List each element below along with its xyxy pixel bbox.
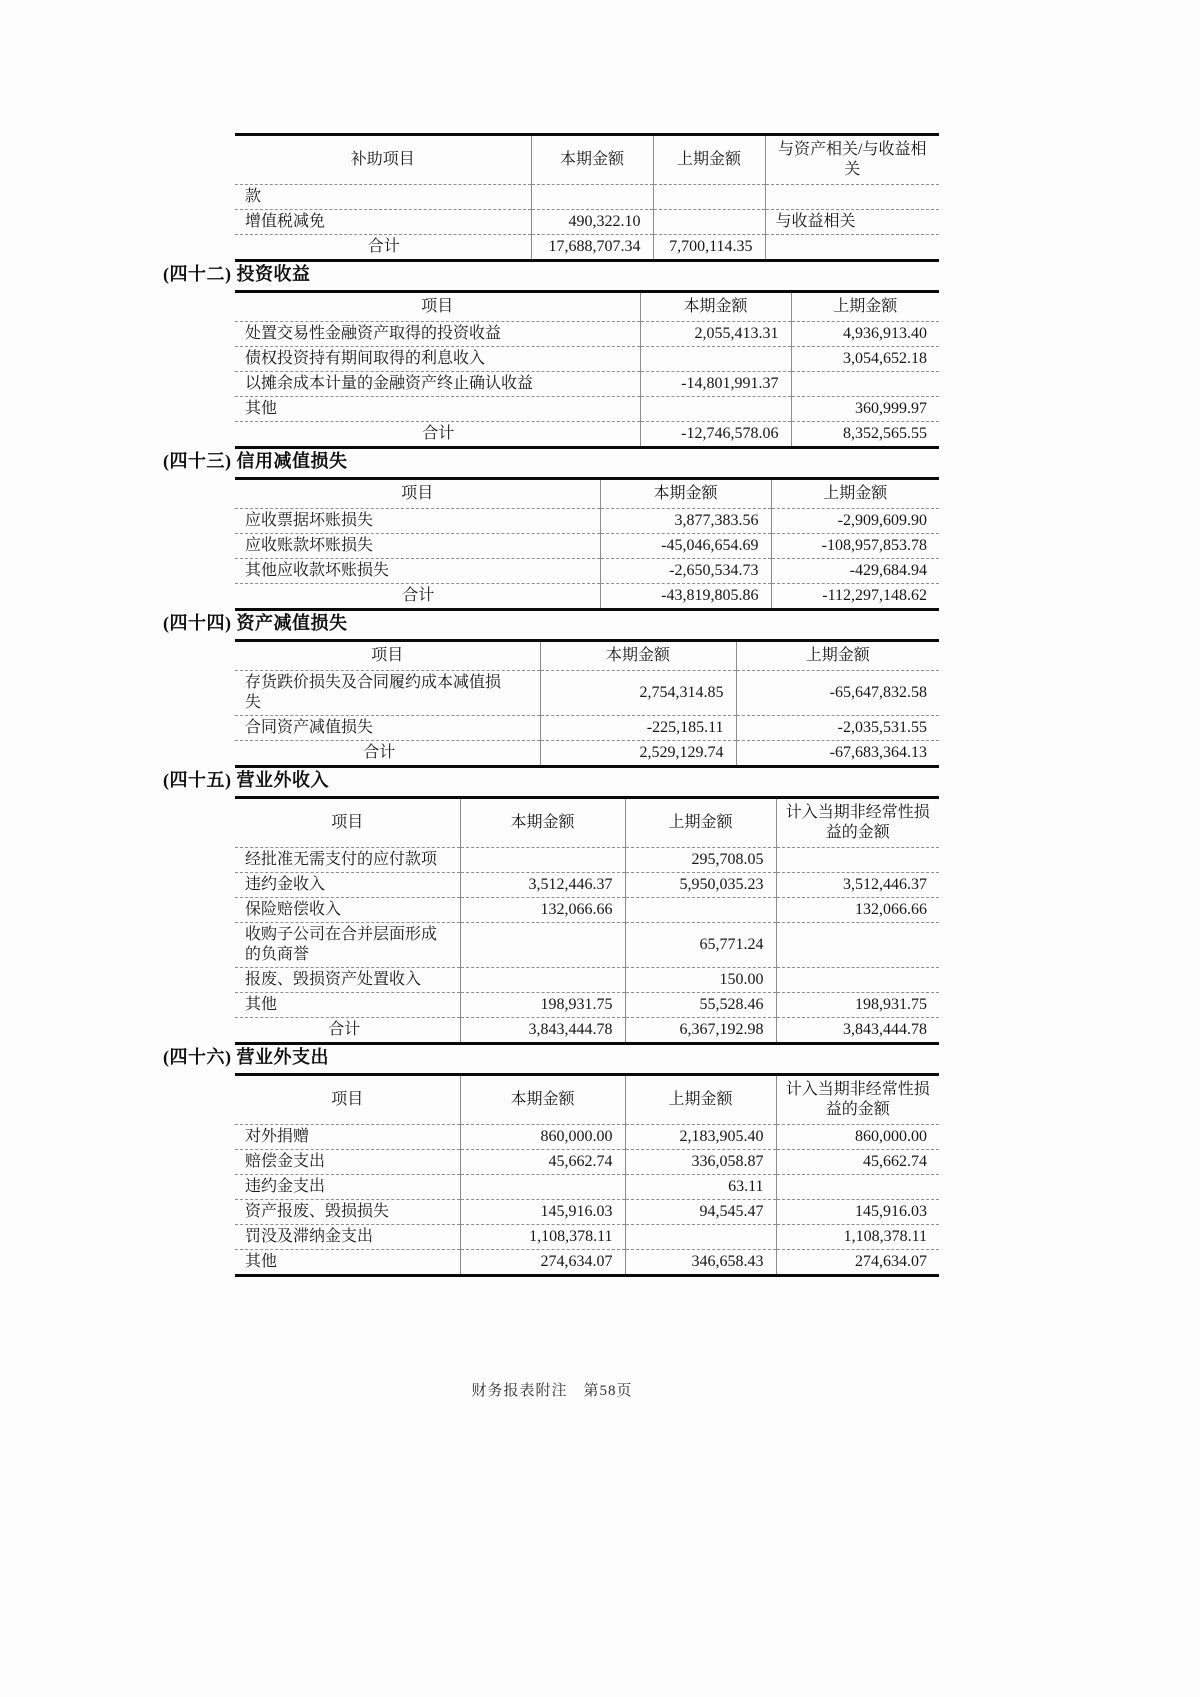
row-label: 收购子公司在合并层面形成的负商誉: [235, 923, 460, 968]
table-row: [235, 1175, 939, 1200]
total-label: 合计: [235, 422, 640, 448]
table-header-row: [235, 292, 939, 322]
amount-prior: 336,058.87: [625, 1150, 776, 1175]
amount-prior: 3,054,652.18: [791, 347, 939, 372]
section-heading-45: (四十五) 营业外收入: [163, 770, 329, 790]
table-header-row: [235, 135, 939, 185]
table-row: [235, 923, 939, 968]
row-label: 其他: [235, 397, 640, 422]
amount-prior: 7,700,114.35: [653, 235, 765, 261]
table-row: [235, 1150, 939, 1175]
amount-current: 3,843,444.78: [460, 1018, 625, 1044]
amount-current: [640, 397, 791, 422]
col-header-prior: 上期金额: [771, 479, 939, 509]
row-label: 违约金支出: [235, 1175, 460, 1200]
col-header-current: 本期金额: [640, 292, 791, 322]
col-header-prior: 上期金额: [625, 1075, 776, 1125]
row-label: 其他应收款坏账损失: [235, 559, 600, 584]
investment-income-table: [235, 290, 939, 449]
row-label: 其他: [235, 993, 460, 1018]
row-label: 处置交易性金融资产取得的投资收益: [235, 322, 640, 347]
row-label: 罚没及滞纳金支出: [235, 1225, 460, 1250]
section-heading-46: (四十六) 营业外支出: [163, 1047, 329, 1067]
amount-prior: -2,035,531.55: [736, 716, 939, 741]
table-row: [235, 534, 939, 559]
amount-current: -43,819,805.86: [600, 584, 771, 610]
amount-prior: 8,352,565.55: [791, 422, 939, 448]
row-label: 违约金收入: [235, 873, 460, 898]
amount-nonrecurring: 3,843,444.78: [776, 1018, 939, 1044]
total-label: 合计: [235, 235, 531, 261]
col-header-current: 本期金额: [460, 1075, 625, 1125]
amount-nonrecurring: 274,634.07: [776, 1250, 939, 1276]
table-row: [235, 671, 939, 716]
amount-nonrecurring: 3,512,446.37: [776, 873, 939, 898]
amount-current: 3,512,446.37: [460, 873, 625, 898]
table-row: [235, 347, 939, 372]
col-header-current: 本期金额: [540, 641, 736, 671]
table-row: [235, 509, 939, 534]
amount-prior: -108,957,853.78: [771, 534, 939, 559]
amount-current: [460, 848, 625, 873]
total-row: [235, 422, 939, 448]
amount-current: 1,108,378.11: [460, 1225, 625, 1250]
relation-value: 与收益相关: [765, 210, 939, 235]
amount-prior: 360,999.97: [791, 397, 939, 422]
amount-prior: [625, 898, 776, 923]
total-label: 合计: [235, 584, 600, 610]
amount-prior: 5,950,035.23: [625, 873, 776, 898]
section-heading-43: (四十三) 信用减值损失: [163, 451, 348, 471]
amount-prior: [653, 185, 765, 210]
amount-nonrecurring: 145,916.03: [776, 1200, 939, 1225]
row-label: 经批准无需支付的应付款项: [235, 848, 460, 873]
row-label: 报废、毁损资产处置收入: [235, 968, 460, 993]
col-header-current: 本期金额: [460, 798, 625, 848]
amount-prior: [625, 1225, 776, 1250]
col-header-prior: 上期金额: [625, 798, 776, 848]
col-header-item: 项目: [421, 298, 454, 315]
page-content: [163, 0, 941, 1400]
row-label: 债权投资持有期间取得的利息收入: [235, 347, 640, 372]
credit-impairment-table: [235, 477, 939, 611]
col-header-current: 本期金额: [600, 479, 771, 509]
col-header-current: 本期金额: [531, 135, 653, 185]
table-row: [235, 1250, 939, 1276]
col-header-nonrecurring: 计入当期非经常性损益的金额: [776, 798, 939, 848]
table-row: [235, 1125, 939, 1150]
amount-current: [531, 185, 653, 210]
amount-current: 145,916.03: [460, 1200, 625, 1225]
non-operating-expense-table: [235, 1073, 939, 1277]
amount-prior: -112,297,148.62: [771, 584, 939, 610]
amount-nonrecurring: 132,066.66: [776, 898, 939, 923]
table-header-row: [235, 641, 939, 671]
total-row: [235, 741, 939, 767]
amount-current: [460, 923, 625, 968]
col-header-item: 项目: [331, 814, 364, 831]
amount-prior: 346,658.43: [625, 1250, 776, 1276]
total-row: [235, 235, 939, 261]
table-row: [235, 873, 939, 898]
table-row: [235, 716, 939, 741]
col-header-prior: 上期金额: [791, 292, 939, 322]
amount-nonrecurring: [776, 1175, 939, 1200]
table-row: [235, 322, 939, 347]
amount-current: 274,634.07: [460, 1250, 625, 1276]
col-header-prior: 上期金额: [653, 135, 765, 185]
row-label: 应收账款坏账损失: [235, 534, 600, 559]
relation-value: [765, 185, 939, 210]
amount-prior: 55,528.46: [625, 993, 776, 1018]
amount-current: 3,877,383.56: [600, 509, 771, 534]
row-label: 以摊余成本计量的金融资产终止确认收益: [235, 372, 640, 397]
amount-current: 17,688,707.34: [531, 235, 653, 261]
table-row: [235, 372, 939, 397]
table-row: [235, 898, 939, 923]
amount-prior: 150.00: [625, 968, 776, 993]
amount-current: -14,801,991.37: [640, 372, 791, 397]
amount-prior: -67,683,364.13: [736, 741, 939, 767]
amount-current: -2,650,534.73: [600, 559, 771, 584]
total-label: 合计: [235, 1018, 460, 1044]
amount-prior: 63.11: [625, 1175, 776, 1200]
amount-prior: [791, 372, 939, 397]
col-header-item: 项目: [331, 1091, 364, 1108]
total-label: 合计: [235, 741, 540, 767]
amount-current: 45,662.74: [460, 1150, 625, 1175]
amount-prior: -2,909,609.90: [771, 509, 939, 534]
row-label: 资产报废、毁损损失: [235, 1200, 460, 1225]
row-label: 应收票据坏账损失: [235, 509, 600, 534]
amount-current: -45,046,654.69: [600, 534, 771, 559]
amount-nonrecurring: [776, 923, 939, 968]
amount-prior: 6,367,192.98: [625, 1018, 776, 1044]
amount-current: [460, 968, 625, 993]
col-header-item: 项目: [401, 485, 434, 502]
amount-current: 2,055,413.31: [640, 322, 791, 347]
amount-nonrecurring: 860,000.00: [776, 1125, 939, 1150]
row-label: 赔偿金支出: [235, 1150, 460, 1175]
amount-current: 2,754,314.85: [540, 671, 736, 716]
amount-prior: 295,708.05: [625, 848, 776, 873]
row-label: 保险赔偿收入: [235, 898, 460, 923]
row-label: 对外捐赠: [235, 1125, 460, 1150]
amount-nonrecurring: 198,931.75: [776, 993, 939, 1018]
col-header-nonrecurring: 计入当期非经常性损益的金额: [776, 1075, 939, 1125]
section-heading-42: (四十二) 投资收益: [163, 264, 311, 284]
amount-current: -225,185.11: [540, 716, 736, 741]
row-label: 增值税减免: [235, 210, 531, 235]
table-row: [235, 210, 939, 235]
col-header-prior: 上期金额: [736, 641, 939, 671]
table-header-row: [235, 1075, 939, 1125]
amount-prior: 4,936,913.40: [791, 322, 939, 347]
table-row: [235, 185, 939, 210]
row-label: 合同资产减值损失: [235, 716, 540, 741]
amount-prior: 2,183,905.40: [625, 1125, 776, 1150]
amount-prior: [653, 210, 765, 235]
total-row: [235, 1018, 939, 1044]
table-header-row: [235, 479, 939, 509]
amount-current: 2,529,129.74: [540, 741, 736, 767]
col-header-relation: 与资产相关/与收益相关: [765, 135, 939, 185]
subsidy-table: [235, 133, 939, 262]
amount-prior: -65,647,832.58: [736, 671, 939, 716]
amount-current: -12,746,578.06: [640, 422, 791, 448]
amount-current: 860,000.00: [460, 1125, 625, 1150]
page-footer: 财务报表附注 第58页: [471, 1383, 633, 1399]
relation-value: [765, 235, 939, 261]
table-row: [235, 559, 939, 584]
table-row: [235, 397, 939, 422]
non-operating-income-table: [235, 796, 939, 1045]
amount-prior: 94,545.47: [625, 1200, 776, 1225]
table-row: [235, 1200, 939, 1225]
table-header-row: [235, 798, 939, 848]
amount-nonrecurring: [776, 848, 939, 873]
table-row: [235, 993, 939, 1018]
amount-current: 490,322.10: [531, 210, 653, 235]
amount-nonrecurring: 1,108,378.11: [776, 1225, 939, 1250]
asset-impairment-table: [235, 639, 939, 768]
amount-current: [640, 347, 791, 372]
col-header-item: 补助项目: [350, 151, 415, 168]
amount-prior: -429,684.94: [771, 559, 939, 584]
table-row: [235, 1225, 939, 1250]
table-row: [235, 848, 939, 873]
row-label: 其他: [235, 1250, 460, 1276]
amount-nonrecurring: 45,662.74: [776, 1150, 939, 1175]
amount-nonrecurring: [776, 968, 939, 993]
row-label: 存货跌价损失及合同履约成本减值损失: [235, 671, 540, 716]
table-row: [235, 968, 939, 993]
col-header-item: 项目: [371, 647, 404, 664]
amount-current: 132,066.66: [460, 898, 625, 923]
amount-current: [460, 1175, 625, 1200]
amount-prior: 65,771.24: [625, 923, 776, 968]
row-label: 款: [235, 185, 531, 210]
total-row: [235, 584, 939, 610]
section-heading-44: (四十四) 资产减值损失: [163, 613, 348, 633]
amount-current: 198,931.75: [460, 993, 625, 1018]
